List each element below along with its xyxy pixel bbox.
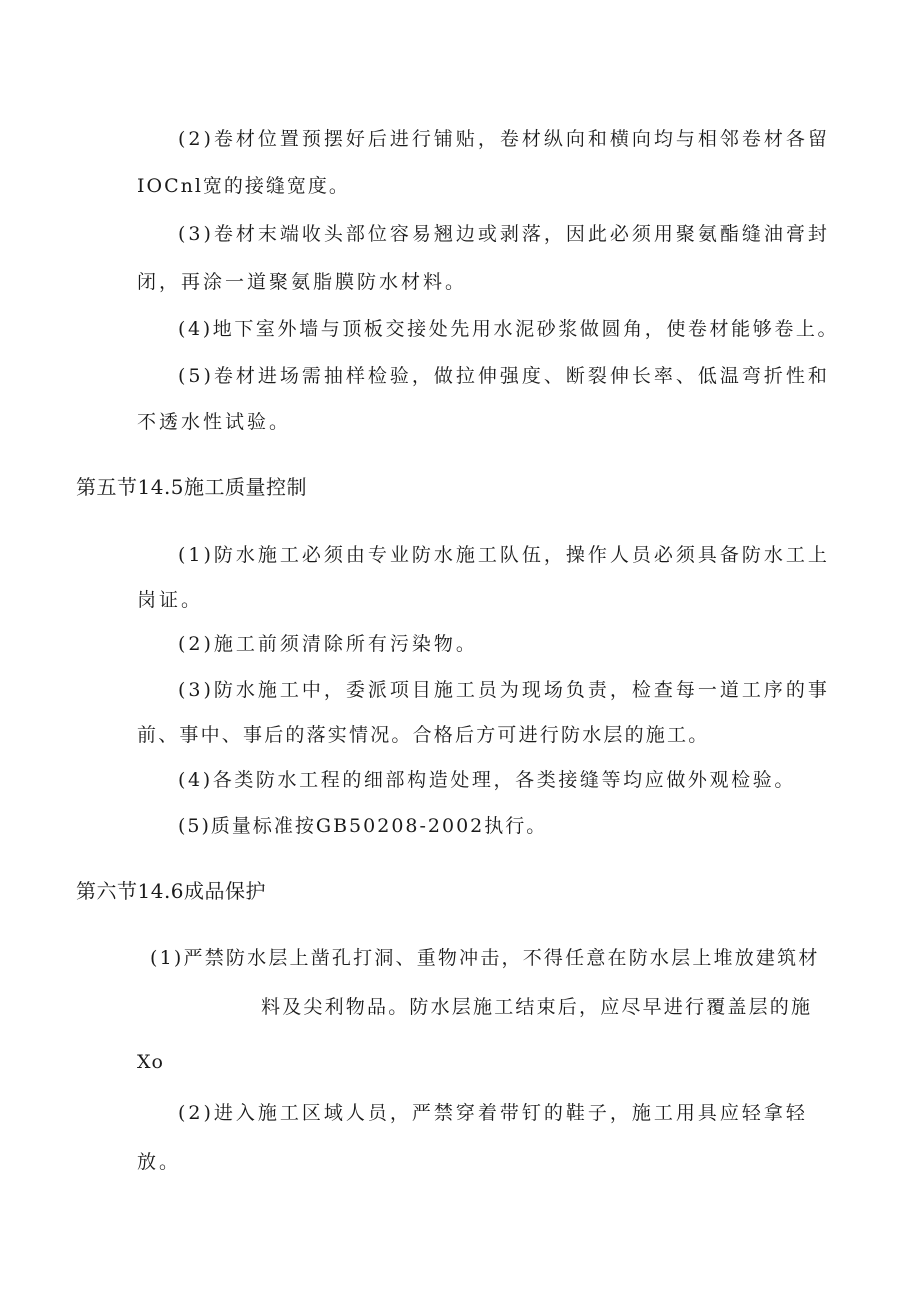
paragraph-line: (4)各类防水工程的细部构造处理，各类接缝等均应做外观检验。 [178,769,796,791]
paragraph-line: (2)施工前须清除所有污染物。 [178,633,478,655]
section-heading: 第五节14.5施工质量控制 [76,475,308,499]
paragraph-line: 岗证。 [137,589,204,611]
paragraph-line: (3)卷材末端收头部位容易翘边或剥落，因此必须用聚氨酯缝油膏封 [178,223,830,245]
paragraph-line: (1)防水施工必须由专业防水施工队伍，操作人员必须具备防水工上 [178,544,830,566]
paragraph-line: (3)防水施工中，委派项目施工员为现场负责，检查每一道工序的事 [178,679,830,701]
paragraph-line: (2)卷材位置预摆好后进行铺贴，卷材纵向和横向均与相邻卷材各留 [178,128,830,150]
paragraph-line: 放。 [137,1151,182,1173]
paragraph-line: (4)地下室外墙与顶板交接处先用水泥砂浆做圆角，使卷材能够卷上。 [178,318,840,340]
paragraph-line: (1)严禁防水层上凿孔打洞、重物冲击，不得任意在防水层上堆放建筑材 [150,947,820,969]
paragraph-line: (5)质量标准按GB50208-2002执行。 [178,815,548,837]
paragraph-line: 不透水性试验。 [137,411,292,433]
section-heading: 第六节14.6成品保护 [76,879,267,903]
paragraph-line: IOCnl宽的接缝宽度。 [137,175,350,197]
paragraph-line: Xo [137,1051,164,1073]
paragraph-line: 闭，再涂一道聚氨脂膜防水材料。 [137,271,468,293]
paragraph-line: 料及尖利物品。防水层施工结束后，应尽早进行覆盖层的施 [261,996,813,1018]
paragraph-line: (2)进入施工区域人员，严禁穿着带钉的鞋子，施工用具应轻拿轻 [178,1102,808,1124]
paragraph-line: (5)卷材进场需抽样检验，做拉伸强度、断裂伸长率、低温弯折性和 [178,365,830,387]
paragraph-line: 前、事中、事后的落实情况。合格后方可进行防水层的施工。 [137,724,710,746]
